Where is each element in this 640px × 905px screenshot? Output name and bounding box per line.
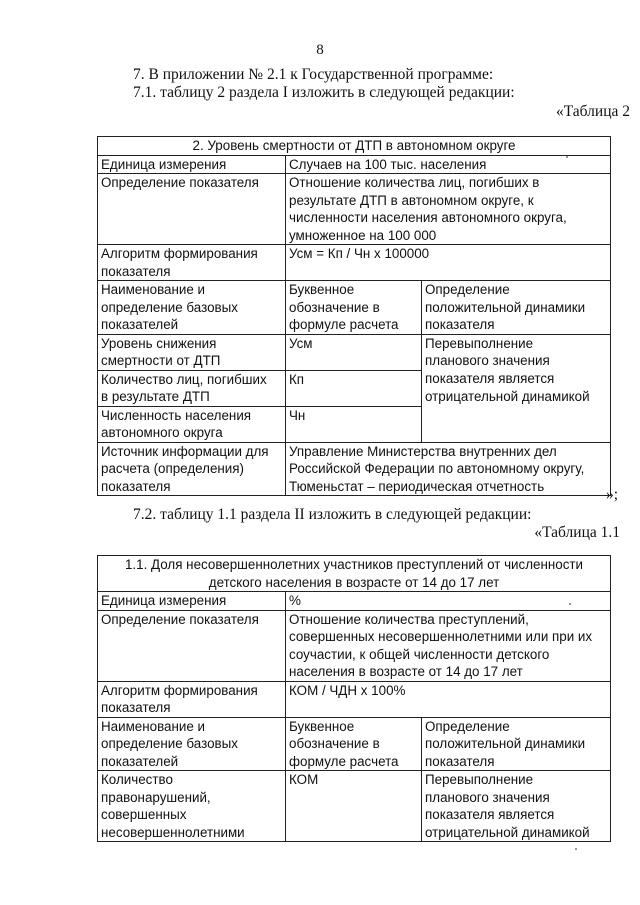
scan-speck	[575, 848, 577, 850]
table11-algo-label: Алгоритм формирования показателя	[98, 681, 286, 717]
table-row	[98, 406, 611, 442]
table11-row-code: КОМ	[286, 771, 422, 842]
table2-def-label: Определение показателя	[98, 174, 286, 245]
table2-positive-value-cont: показателя является отрицательной динамикой	[422, 370, 611, 406]
table11-row-name: Количество правонарушений, совершенных несовершеннолетними	[98, 771, 286, 842]
scan-speck	[569, 603, 571, 605]
table2-row-name: Численность населения автономного округа	[98, 406, 286, 442]
table2-source-label: Источник информации для расчета (определения) показателя	[98, 442, 286, 496]
table2-row-code: Чн	[286, 406, 422, 442]
table11-def-value: Отношение количества преступлений, совершенных несовершеннолетними или при их соучастии, к общей численности детского населения в возрасте от 14 до 17 лет	[286, 610, 611, 681]
table-1-1	[97, 555, 611, 842]
page-number: 8	[316, 42, 324, 58]
table2-positive-header: Определение положительной динамики показателя	[422, 281, 611, 335]
table11-positive-header: Определение положительной динамики показателя	[422, 717, 611, 771]
table2-unit-value: Случаев на 100 тыс. населения	[286, 155, 611, 174]
table2-closing: »;	[605, 486, 618, 503]
table2-row-code: Кп	[286, 370, 422, 406]
table2-algo-formula: Усм = Кп / Чн x 100000	[286, 245, 611, 281]
table11-positive-value: Перевыполнение планового значения показателя является отрицательной динамикой	[422, 771, 611, 842]
table2-def-value: Отношение количества лиц, погибших в результате ДТП в автономном округе, к численности населения автономного округа, умноженное на 100 000	[286, 174, 611, 245]
table-row	[98, 334, 611, 370]
table11-unit-label: Единица измерения	[98, 592, 286, 611]
table2-positive-empty	[422, 406, 611, 442]
table2-row-name: Уровень снижения смертности от ДТП	[98, 334, 286, 370]
section7-line1: 7. В приложении № 2.1 к Государственной программе:	[133, 66, 494, 83]
table11-base-header: Наименование и определение базовых показателей	[98, 717, 286, 771]
table-row	[98, 771, 611, 842]
table11-letter-header: Буквенное обозначение в формуле расчета	[286, 717, 422, 771]
section72-line: 7.2. таблицу 1.1 раздела II изложить в следующей редакции:	[133, 506, 532, 523]
table11-def-label: Определение показателя	[98, 610, 286, 681]
table2-base-header: Наименование и определение базовых показателей	[98, 281, 286, 335]
table11-algo-formula: КОМ / ЧДН х 100%	[286, 681, 611, 717]
table2-title: 2. Уровень смертности от ДТП в автономном округе	[98, 137, 611, 156]
table2-row-name: Количество лиц, погибших в результате ДТП	[98, 370, 286, 406]
table2-source-value: Управление Министерства внутренних дел Российской Федерации по автономному округу, Тюменьстат – периодическая отчетность	[286, 442, 611, 496]
table2-label: «Таблица 2	[555, 103, 630, 120]
table11-label: «Таблица 1.1	[534, 524, 620, 541]
table11-unit-value: %	[286, 592, 611, 611]
table2-unit-label: Единица измерения	[98, 155, 286, 174]
table2-letter-header: Буквенное обозначение в формуле расчета	[286, 281, 422, 335]
section7-line2: 7.1. таблицу 2 раздела I изложить в следующей редакции:	[133, 84, 515, 101]
table-row	[98, 370, 611, 406]
table2-positive-value: Перевыполнение планового значения	[422, 334, 611, 370]
table2-row-code: Усм	[286, 334, 422, 370]
table11-title: 1.1. Доля несовершеннолетних участников преступлений от численности детского населения в возрасте от 14 до 17 лет	[98, 556, 611, 592]
scan-speck	[566, 156, 568, 158]
table-2	[97, 136, 611, 496]
table2-algo-label: Алгоритм формирования показателя	[98, 245, 286, 281]
